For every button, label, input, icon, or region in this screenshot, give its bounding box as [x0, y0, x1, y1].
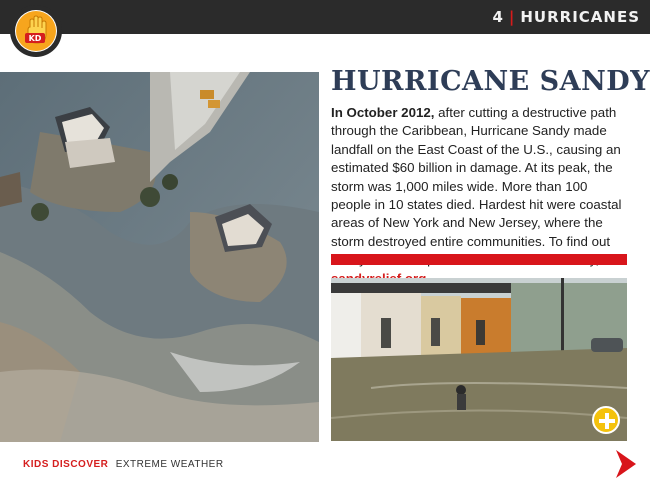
footer-issue: EXTREME WEATHER	[115, 459, 224, 470]
svg-text:KD: KD	[28, 34, 42, 43]
kd-logo[interactable]	[10, 5, 62, 57]
article-body-text: after cutting a destructive path through the Caribbean, Hurricane Sandy made landfall on the East Coast of the U.S., causing an estimated $60 billion in damage. At its peak, the storm was 1,000 miles wide. More than 100 people in 10 states died. Hardest hit were coastal areas of New York and New Jersey, where the storm destroyed entire communities. To find out	[331, 105, 622, 249]
section-title: HURRICANES	[520, 8, 640, 26]
next-arrow-icon	[614, 448, 638, 480]
red-divider	[331, 254, 627, 265]
page-number: 4	[492, 8, 504, 26]
article-title: HURRICANE SANDY	[331, 66, 650, 97]
kd-hand-logo-icon	[15, 10, 57, 52]
expand-plus-icon[interactable]	[592, 406, 620, 434]
flooded-street-photo[interactable]	[331, 278, 627, 441]
footer	[23, 459, 224, 470]
intro-date: In October 2012,	[331, 105, 435, 120]
next-page-button[interactable]	[614, 448, 638, 484]
footer-brand: KIDS DISCOVER	[23, 459, 109, 470]
top-bar	[0, 0, 650, 34]
page-header	[492, 8, 640, 26]
aerial-flood-photo[interactable]	[0, 72, 319, 442]
header-separator: |	[508, 8, 516, 26]
